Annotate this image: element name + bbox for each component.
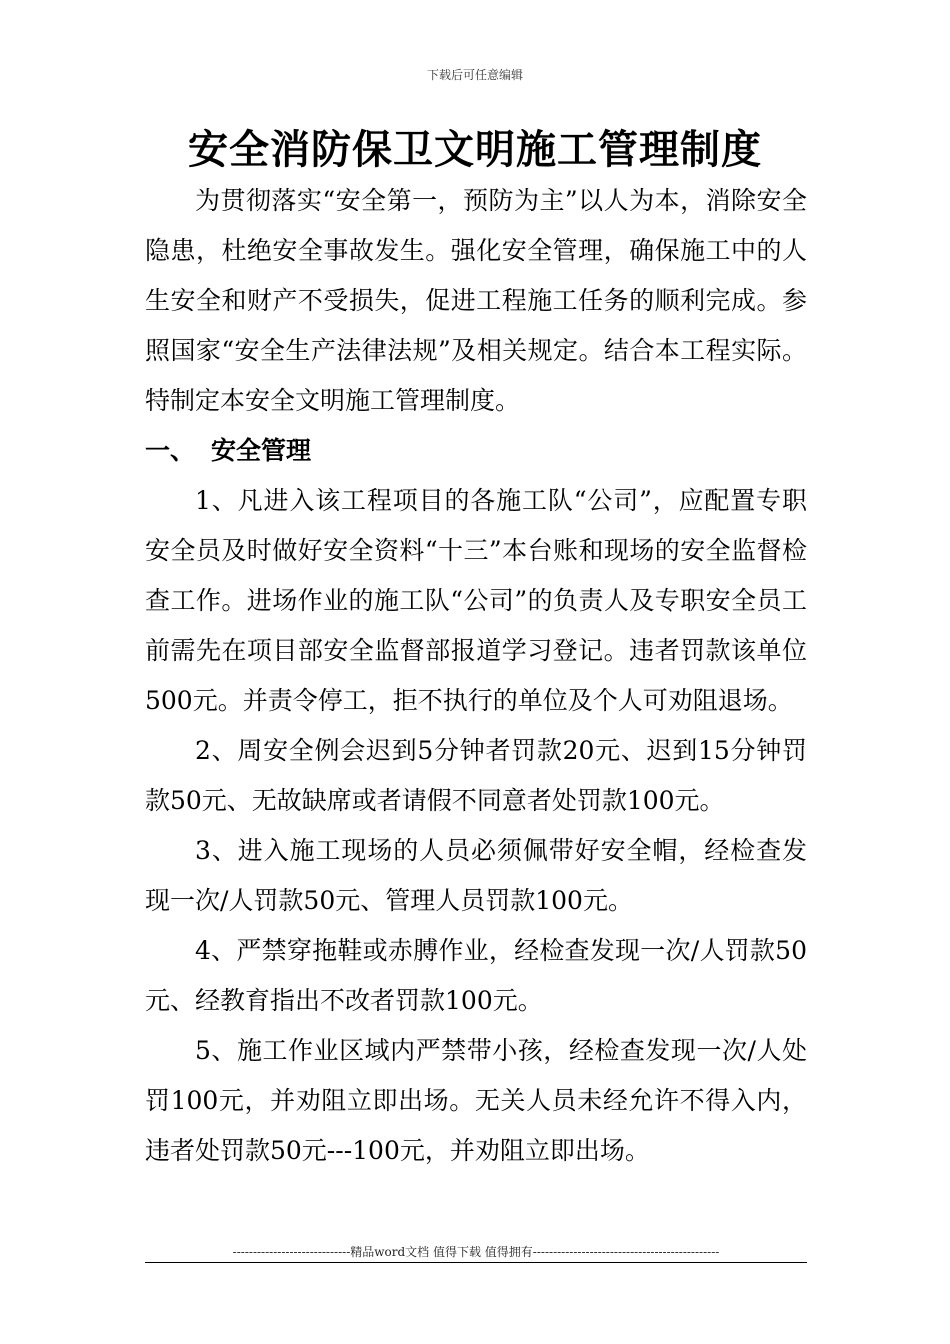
section-heading <box>145 426 807 476</box>
rule-item-4: 4、严禁穿拖鞋或赤膊作业，经检查发现一次/人罚款50元、经教育指出不改者罚款100元。 <box>145 936 807 1015</box>
section-title: 安全管理 <box>211 436 312 465</box>
footer-text: -----------------------------精品word文档 值得下载 值得拥有---------------------------------------------- <box>232 1245 720 1259</box>
footer-divider <box>145 1262 807 1263</box>
section-number: 一、 <box>145 436 196 465</box>
rule-item-5: 5、施工作业区域内严禁带小孩，经检查发现一次/人处罚100元，并劝阻立即出场。无关人员未经允许不得入内，违者处罚款50元---100元，并劝阻立即出场。 <box>145 1036 807 1165</box>
rule-item-3: 3、进入施工现场的人员必须佩带好安全帽，经检查发现一次/人罚款50元、管理人员罚款100元。 <box>145 836 807 915</box>
rule-item-2: 2、周安全例会迟到5分钟者罚款20元、迟到15分钟罚款50元、无故缺席或者请假不同意者处罚款100元。 <box>145 736 807 815</box>
intro-paragraph: 为贯彻落实“安全第一，预防为主”以人为本，消除安全隐患，杜绝安全事故发生。强化安全管理，确保施工中的人生安全和财产不受损失，促进工程施工任务的顺利完成。参照国家“安全生产法律法规”及相关规定。结合本工程实际。特制定本安全文明施工管理制度。 <box>145 186 807 415</box>
header-note: 下载后可任意编辑 <box>426 68 523 82</box>
document-body <box>145 176 807 1176</box>
document-title: 安全消防保卫文明施工管理制度 <box>188 126 762 173</box>
rule-item-1: 1、凡进入该工程项目的各施工队“公司”，应配置专职安全员及时做好安全资料“十三”本台账和现场的安全监督检查工作。进场作业的施工队“公司”的负责人及专职安全员工前需先在项目部安全监督部报道学习登记。违者罚款该单位500元。并责令停工，拒不执行的单位及个人可劝阻退场。 <box>145 486 807 715</box>
